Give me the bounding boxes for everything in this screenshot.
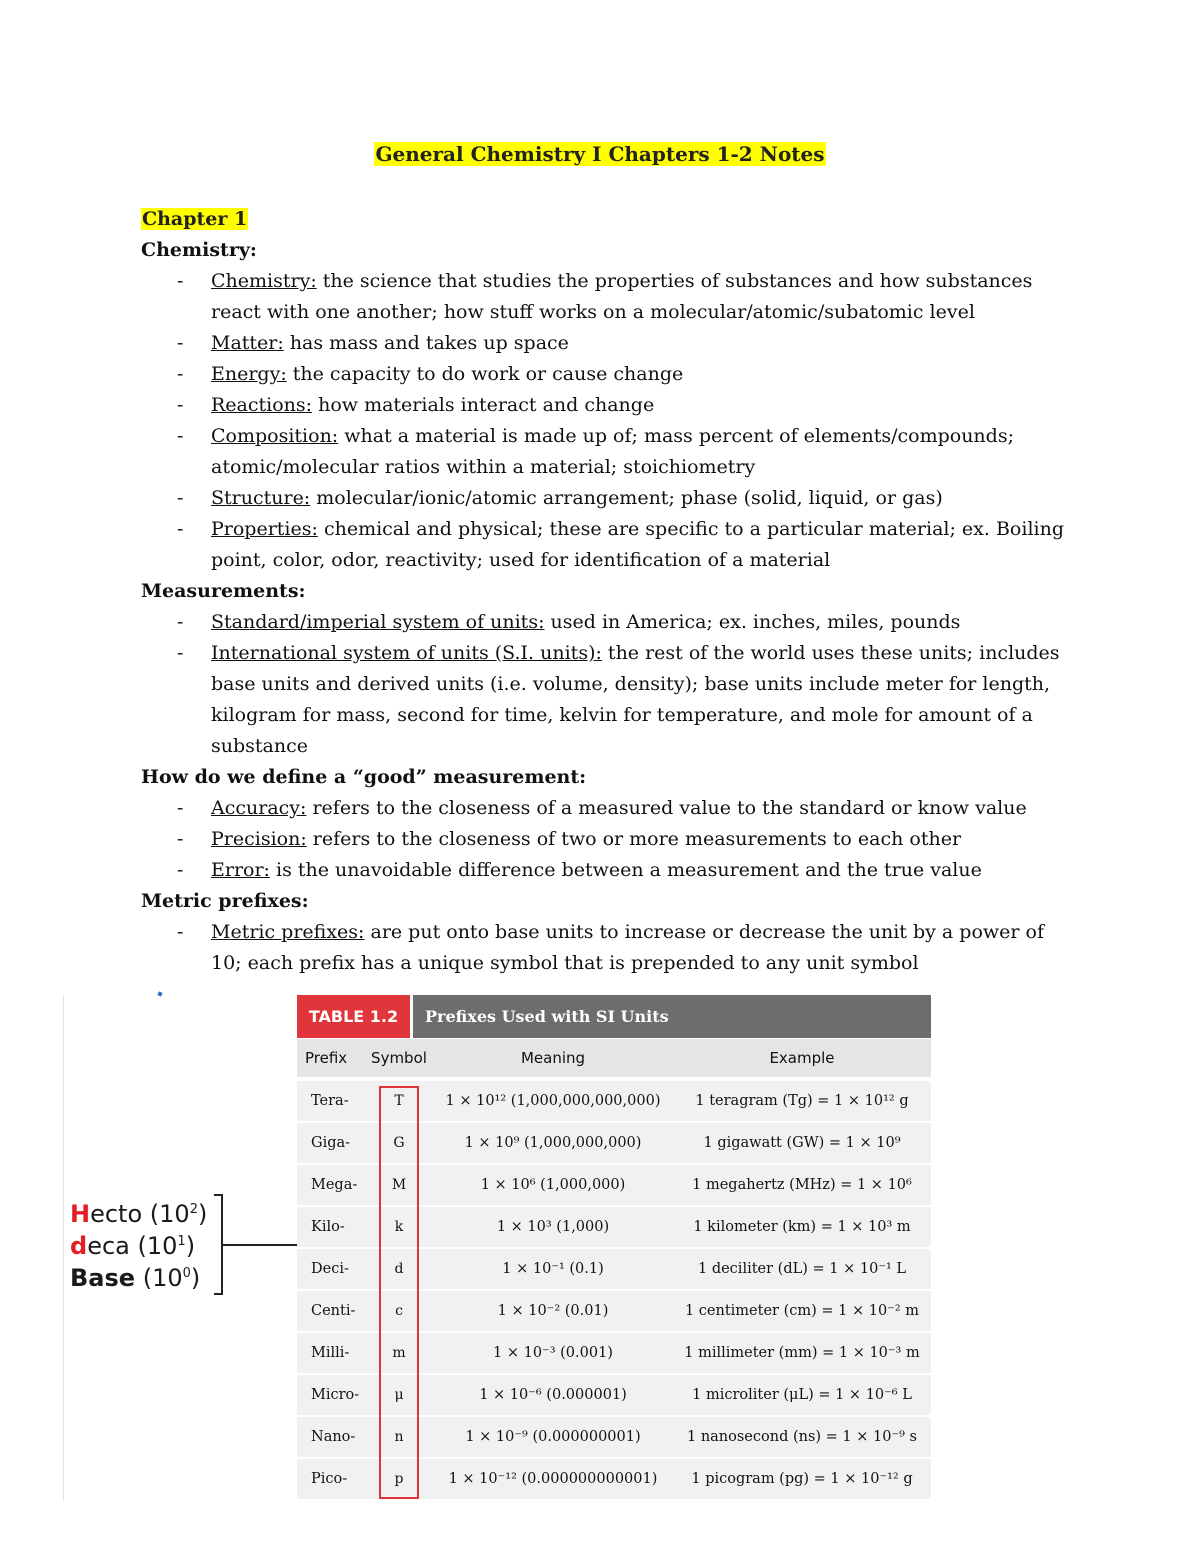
row-example: 1 gigawatt (GW) = 1 × 10⁹ <box>703 1135 901 1151</box>
hecto-close: ) <box>197 1200 208 1228</box>
deca-initial: d <box>70 1232 88 1260</box>
row-example: 1 megahertz (MHz) = 1 × 10⁶ <box>692 1177 912 1193</box>
definition: has mass and takes up space <box>283 332 569 354</box>
row-symbol: M <box>391 1177 407 1193</box>
row-example: 1 millimeter (mm) = 1 × 10⁻³ m <box>684 1345 920 1361</box>
list-item <box>141 793 1071 824</box>
row-meaning: 1 × 10⁻⁶ (0.000001) <box>479 1387 627 1403</box>
base-close: ) <box>190 1264 201 1292</box>
section-heading: Metric prefixes: <box>141 890 309 912</box>
list-item <box>141 421 1071 483</box>
row-symbol: c <box>395 1303 403 1319</box>
list-item <box>141 514 1071 576</box>
base-value: (10 <box>142 1264 183 1292</box>
definition: the science that studies the properties of substances and how substances react with one another; how stuff works on a molecular/atomic/subatomic level <box>211 270 1033 323</box>
term: Composition: <box>211 425 339 447</box>
row-meaning: 1 × 10⁻³ (0.001) <box>493 1345 613 1361</box>
row-meaning: 1 × 10¹² (1,000,000,000,000) <box>445 1093 661 1109</box>
deca-rest: eca <box>87 1232 130 1260</box>
base-exponent: 0 <box>182 1266 191 1281</box>
row-prefix: Giga- <box>311 1135 351 1151</box>
bullet-list <box>141 917 1071 979</box>
term: Chemistry: <box>211 270 317 292</box>
definition: chemical and physical; these are specific to a particular material; ex. Boiling point, color, odor, reactivity; used for identification of a material <box>211 518 1064 571</box>
row-example: 1 picogram (pg) = 1 × 10⁻¹² g <box>691 1471 913 1487</box>
term: Accuracy: <box>211 797 307 819</box>
row-prefix: Kilo- <box>311 1219 345 1235</box>
hecto-initial: H <box>70 1200 91 1228</box>
row-meaning: 1 × 10⁶ (1,000,000) <box>480 1177 626 1193</box>
bullet-list <box>141 793 1071 886</box>
image-edge <box>63 995 64 1501</box>
col-prefix: Prefix <box>305 1049 348 1067</box>
definition: is the unavoidable difference between a measurement and the true value <box>269 859 982 881</box>
table-number: TABLE 1.2 <box>297 995 410 1038</box>
notes-body <box>141 204 1071 979</box>
table-header <box>297 995 931 1038</box>
term: International system of units (S.I. units): <box>211 642 602 664</box>
row-symbol: d <box>394 1261 404 1277</box>
row-example: 1 deciliter (dL) = 1 × 10⁻¹ L <box>697 1261 907 1277</box>
row-symbol: p <box>394 1471 404 1487</box>
row-meaning: 1 × 10³ (1,000) <box>496 1219 610 1235</box>
list-item <box>141 359 1071 390</box>
column-headers <box>297 1039 931 1077</box>
row-example: 1 teragram (Tg) = 1 × 10¹² g <box>695 1093 909 1109</box>
term: Error: <box>211 859 270 881</box>
term: Precision: <box>211 828 307 850</box>
hecto-value: (10 <box>149 1200 190 1228</box>
definition: molecular/ionic/atomic arrangement; phase (solid, liquid, or gas) <box>310 487 943 509</box>
row-symbol: T <box>394 1093 404 1109</box>
blue-mark <box>157 991 162 996</box>
term: Metric prefixes: <box>211 921 365 943</box>
term: Properties: <box>211 518 318 540</box>
definition: the capacity to do work or cause change <box>286 363 684 385</box>
document-title <box>0 142 1200 166</box>
row-symbol: n <box>394 1429 404 1445</box>
definition: refers to the closeness of a measured value to the standard or know value <box>306 797 1027 819</box>
row-prefix: Milli- <box>311 1345 350 1361</box>
list-item <box>141 917 1071 979</box>
deca-exponent: 1 <box>177 1234 186 1249</box>
prefix-annotation <box>70 1196 207 1292</box>
row-prefix: Pico- <box>311 1471 348 1487</box>
deca-value: (10 <box>137 1232 178 1260</box>
base-label: Base <box>70 1264 136 1292</box>
section-heading: Measurements: <box>141 580 306 602</box>
document-title-text: General Chemistry I Chapters 1-2 Notes <box>375 142 825 166</box>
deca-close: ) <box>185 1232 196 1260</box>
list-item <box>141 638 1071 762</box>
row-prefix: Tera- <box>311 1093 349 1109</box>
annotation-base <box>70 1260 207 1292</box>
term: Standard/imperial system of units: <box>211 611 545 633</box>
row-example: 1 nanosecond (ns) = 1 × 10⁻⁹ s <box>686 1429 917 1445</box>
row-symbol: μ <box>394 1387 404 1403</box>
term: Structure: <box>211 487 311 509</box>
definition: used in America; ex. inches, miles, pounds <box>544 611 961 633</box>
list-item <box>141 855 1071 886</box>
row-prefix: Nano- <box>311 1429 356 1445</box>
row-prefix: Micro- <box>311 1387 360 1403</box>
term: Matter: <box>211 332 284 354</box>
row-symbol: m <box>392 1345 406 1361</box>
annotation-hecto <box>70 1196 207 1228</box>
definition: what a material is made up of; mass percent of elements/compounds; atomic/molecular ratios within a material; stoichiometry <box>211 425 1014 478</box>
col-example: Example <box>769 1049 835 1067</box>
chapter-heading <box>141 204 1071 235</box>
bullet-list <box>141 266 1071 576</box>
definition: are put onto base units to increase or decrease the unit by a power of 10; each prefix has a unique symbol that is prepended to any unit symbol <box>211 921 1044 974</box>
section-heading: Chemistry: <box>141 239 257 261</box>
row-symbol: G <box>393 1135 405 1151</box>
list-item <box>141 607 1071 638</box>
row-meaning: 1 × 10⁻¹² (0.000000000001) <box>448 1471 658 1487</box>
bullet-list <box>141 607 1071 762</box>
row-prefix: Centi- <box>311 1303 356 1319</box>
definition: how materials interact and change <box>312 394 655 416</box>
row-example: 1 microliter (μL) = 1 × 10⁻⁶ L <box>692 1387 912 1403</box>
annotation-deca <box>70 1228 207 1260</box>
definition: refers to the closeness of two or more measurements to each other <box>306 828 962 850</box>
list-item <box>141 824 1071 855</box>
list-item <box>141 328 1071 359</box>
list-item <box>141 483 1071 514</box>
list-item <box>141 266 1071 328</box>
row-example: 1 centimeter (cm) = 1 × 10⁻² m <box>684 1303 920 1319</box>
hecto-exponent: 2 <box>189 1202 198 1217</box>
row-meaning: 1 × 10⁻¹ (0.1) <box>502 1261 604 1277</box>
row-symbol: k <box>394 1219 404 1235</box>
chapter-label: Chapter 1 <box>142 208 248 230</box>
row-prefix: Mega- <box>311 1177 358 1193</box>
term: Reactions: <box>211 394 313 416</box>
row-meaning: 1 × 10⁹ (1,000,000,000) <box>464 1135 642 1151</box>
definition: the rest of the world uses these units; includes base units and derived units (i.e. volume, density); base units include meter for length, kilogram for mass, second for time, kelvin for temperature, and mole for amount of a substance <box>211 642 1060 757</box>
table-title: Prefixes Used with SI Units <box>410 995 931 1038</box>
term: Energy: <box>211 363 287 385</box>
col-symbol: Symbol <box>371 1049 427 1067</box>
row-prefix: Deci- <box>311 1261 349 1277</box>
col-meaning: Meaning <box>520 1049 586 1067</box>
row-meaning: 1 × 10⁻⁹ (0.000000001) <box>465 1429 641 1445</box>
section-heading: How do we define a “good” measurement: <box>141 766 587 788</box>
hecto-rest: ecto <box>90 1200 143 1228</box>
list-item <box>141 390 1071 421</box>
row-example: 1 kilometer (km) = 1 × 10³ m <box>693 1219 911 1235</box>
row-meaning: 1 × 10⁻² (0.01) <box>497 1303 609 1319</box>
symbol-highlight-box <box>379 1086 419 1499</box>
